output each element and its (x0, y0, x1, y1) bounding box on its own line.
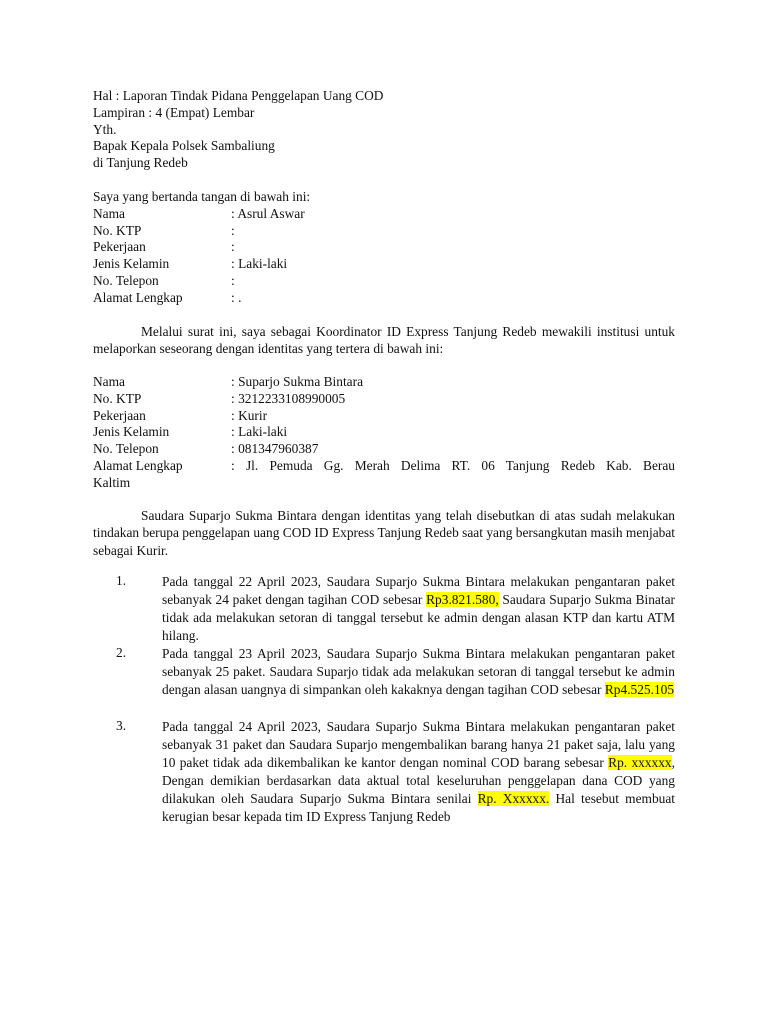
field-label: No. Telepon (93, 441, 159, 457)
item-text-part: Pada tanggal 24 April 2023, Saudara Suparjo Sukma Bintara melakukan pengantaran paket sebanyak 31 paket dan Saudara Suparjo mengembalikan barang hanya 21 paket saja, lalu yang 10 paket tidak ada dikembalikan ke kantor dengan nominal COD barang sebesar (162, 719, 675, 770)
reporter-field (93, 223, 675, 240)
field-value: : 3212233108990005 (231, 390, 346, 406)
field-value: : Laki-laki (231, 424, 288, 440)
highlighted-amount: Rp3.821.580, (426, 591, 499, 607)
item-number: 2. (116, 645, 127, 660)
field-label: Jenis Kelamin (93, 256, 170, 272)
reporter-field (93, 206, 675, 223)
field-label: Jenis Kelamin (93, 424, 170, 440)
item-text-part: Saudara Suparjo Sukma Binatar tidak ada melakukan setoran di tanggal tersebut ke admin dengan alasan KTP dan kartu ATM hilang. (162, 591, 676, 643)
highlighted-amount: Rp. Xxxxxx. (477, 790, 550, 806)
highlighted-amount: Rp4.525.105 (604, 681, 675, 697)
list-item (93, 573, 675, 645)
field-label: No. KTP (93, 222, 142, 238)
salutation: Yth. (93, 121, 117, 137)
highlighted-amount: Rp. xxxxxx (608, 754, 672, 770)
item-text-part: , Dengan demikian berdasarkan data aktual total keseluruhan penggelapan dana COD yang dilakukan oleh Saudara Suparjo Sukma Bintara senilai (162, 754, 675, 806)
field-label: Nama (93, 205, 125, 221)
list-item (93, 718, 675, 825)
field-value: : (231, 239, 235, 255)
field-value: : (231, 222, 235, 238)
suspect-field (93, 374, 675, 391)
suspect-field (93, 391, 675, 408)
field-value: : 081347960387 (231, 441, 319, 457)
reporter-section (93, 189, 675, 307)
suspect-field (93, 441, 675, 458)
letter-header (93, 88, 675, 172)
field-label: Alamat Lengkap (93, 289, 183, 305)
subject-line: Hal : Laporan Tindak Pidana Penggelapan Uang COD (93, 88, 384, 103)
field-label: Pekerjaan (93, 407, 146, 423)
item-text-part: Pada tanggal 22 April 2023, Saudara Suparjo Sukma Bintara melakukan pengantaran paket sebanyak 24 paket dengan tagihan COD sebesar (162, 574, 675, 607)
item-text-part: Hal tesebut membuat kerugian besar kepada tim ID Express Tanjung Redeb (162, 790, 675, 824)
field-value: : . (231, 289, 242, 305)
field-value: : Suparjo Sukma Bintara (231, 374, 364, 389)
suspect-field (93, 408, 675, 425)
field-value: : Asrul Aswar (231, 205, 305, 221)
recipient: Bapak Kepala Polsek Sambaliung (93, 138, 275, 154)
recipient-location: di Tanjung Redeb (93, 155, 188, 171)
item-text (162, 718, 675, 825)
field-label: Nama (93, 374, 125, 389)
item-text (162, 645, 675, 699)
suspect-field (93, 424, 675, 441)
field-value: : Kurir (231, 407, 268, 423)
body-paragraph: Saudara Suparjo Sukma Bintara dengan identitas yang telah disebutkan di atas sudah melakukan tindakan berupa penggelapan uang COD ID Express Tanjung Redeb saat yang bersangkutan masih menjabat sebagai Kurir. (93, 508, 675, 558)
field-label: Alamat Lengkap (93, 457, 183, 473)
field-value: : Jl. Pemuda Gg. Merah Delima RT. 06 Tanjung Redeb Kab. Berau (231, 457, 675, 473)
list-item (93, 645, 675, 699)
suspect-address (93, 458, 675, 475)
item-number: 1. (116, 573, 127, 588)
item-number: 3. (116, 718, 127, 733)
field-label: No. KTP (93, 390, 142, 406)
reporter-field (93, 256, 675, 273)
reporter-field (93, 290, 675, 307)
suspect-address-cont: Kaltim (93, 474, 131, 490)
reporter-field (93, 273, 675, 290)
intro-paragraph: Melalui surat ini, saya sebagai Koordinator ID Express Tanjung Redeb mewakili institusi untuk melaporkan seseorang dengan identitas yang tertera di bawah ini: (93, 324, 675, 357)
reporter-intro: Saya yang bertanda tangan di bawah ini: (93, 189, 311, 204)
field-label: No. Telepon (93, 272, 159, 288)
reporter-field (93, 239, 675, 256)
field-value: : Laki-laki (231, 256, 288, 272)
item-text-part: Pada tanggal 23 April 2023, Saudara Suparjo Sukma Bintara melakukan pengantaran paket sebanyak 25 paket. Saudara Suparjo tidak ada melakukan setoran di tanggal tersebut ke admin dengan alasan uangnya di simpankan oleh kakaknya dengan tagihan COD sebesar (162, 646, 675, 697)
suspect-section (93, 374, 675, 492)
field-label: Pekerjaan (93, 239, 146, 255)
item-text (162, 573, 675, 645)
field-value: : (231, 272, 235, 288)
attachment-line: Lampiran : 4 (Empat) Lembar (93, 104, 255, 120)
